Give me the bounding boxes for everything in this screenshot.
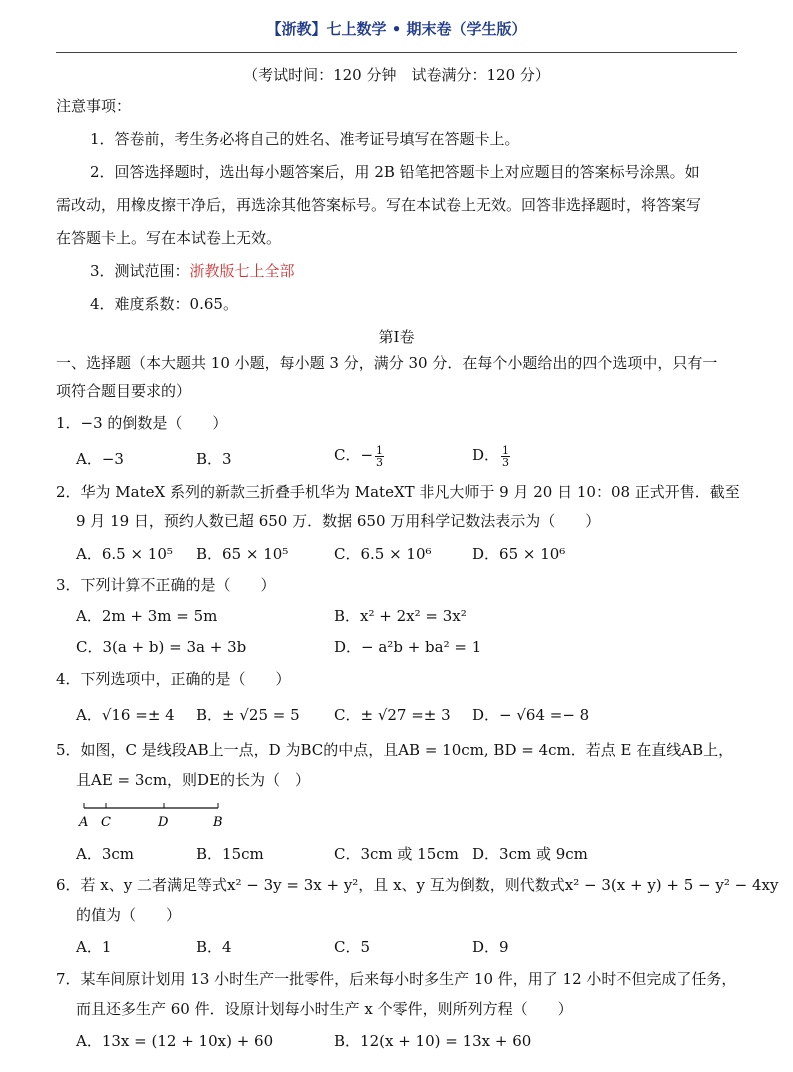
q2-option-c: C．6.5 × 10⁶ [334,545,432,563]
q5-stem-line-2: 且AE = 3cm，则DE的长为（ ） [76,771,311,789]
q3-option-c: C．3(a + b) = 3a + 3b [76,638,247,656]
q5-option-b: B．15cm [196,845,264,863]
notes-title: 注意事项： [56,97,132,115]
q6-stem-line-1: 6．若 x、y 二者满足等式x² − 3y = 3x + y²，且 x、y 互为倒数，则代数式x² − 3(x + y) + 5 − y² − 4xy [56,876,779,894]
note-3-label: 3．测试范围： [90,262,190,280]
q2-stem-line-1: 2．华为 MateX 系列的新款三折叠手机华为 MateXT 非凡大师于 9 月 20 日 10：08 正式开售．截至 [56,483,740,501]
q2-stem-line-2: 9 月 19 日，预约人数已超 650 万．数据 650 万用科学记数法表示为（ ） [76,512,601,530]
q6-option-c: C．5 [334,938,371,956]
q1-stem: 1．−3 的倒数是（ ） [56,414,228,432]
q5-stem-line-1: 5．如图，C 是线段AB上一点，D 为BC的中点，且AB = 10cm, BD = 4cm．若点 E 在直线AB上， [56,741,734,759]
q1-option-c [334,444,386,468]
line-segment-figure [76,800,236,832]
q6-option-a: A．1 [76,938,112,956]
q2-option-a: A．6.5 × 10⁵ [76,545,173,563]
volume-title: 第Ⅰ卷 [378,328,415,346]
fraction-denominator: 3 [502,455,510,469]
test-scope: 浙教版七上全部 [189,262,295,280]
note-2-line-2: 需改动，用橡皮擦干净后，再选涂其他答案标号。写在本试卷上无效。回答非选择题时，将答案写 [56,196,702,214]
point-label-c: C [101,815,111,830]
note-1: 1．答卷前，考生务必将自己的姓名、准考证号填写在答题卡上。 [90,130,520,148]
point-label-a: A [79,815,89,830]
section-title-line-2: 项符合题目要求的） [56,382,192,400]
header-divider [56,52,737,53]
q2-option-d: D．65 × 10⁶ [472,545,566,563]
q3-option-b: B．x² + 2x² = 3x² [334,607,467,625]
point-label-d: D [158,815,169,830]
q2-option-b: B．65 × 10⁵ [196,545,289,563]
q6-option-d: D．9 [472,938,509,956]
q5-option-a: A．3cm [76,845,135,863]
q7-stem-line-2: 而且还多生产 60 件．设原计划每小时生产 x 个零件，则所列方程（ ） [76,1000,573,1018]
q6-option-b: B．4 [196,938,232,956]
fraction-numerator: 1 [376,443,384,457]
q1-option-c-fraction [375,445,384,468]
q1-option-a: A．−3 [76,450,124,468]
q3-option-d: D．− a²b + ba² = 1 [334,638,482,656]
fraction-denominator: 3 [376,455,384,469]
exam-info: （考试时间：120 分钟 试卷满分：120 分） [243,66,550,84]
section-title-line-1: 一、选择题（本大题共 10 小题，每小题 3 分，满分 30 分．在每个小题给出的四个选项中，只有一 [56,354,718,372]
fraction-numerator: 1 [502,443,510,457]
q7-option-b: B．12(x + 10) = 13x + 60 [334,1032,532,1050]
q1-option-c-prefix: C．− [334,446,374,464]
q7-stem-line-1: 7．某车间原计划用 13 小时生产一批零件，后来每小时多生产 10 件，用了 12 小时不但完成了任务， [56,970,737,988]
q5-option-c: C．3cm 或 15cm [334,845,459,863]
header-title: 【浙教】七上数学 • 期末卷（学生版） [266,20,527,38]
note-4: 4．难度系数：0.65。 [90,295,238,313]
q7-option-a: A．13x = (12 + 10x) + 60 [76,1032,274,1050]
q4-option-d: D．− √64 =− 8 [472,706,590,724]
q1-option-d-prefix: D． [472,446,500,464]
q4-stem: 4．下列选项中，正确的是（ ） [56,670,291,688]
note-3 [90,260,295,282]
note-2-line-3: 在答题卡上。写在本试卷上无效。 [56,229,282,247]
q1-option-b: B．3 [196,450,232,468]
note-2-line-1: 2．回答选择题时，选出每小题答案后，用 2B 铅笔把答题卡上对应题目的答案标号涂黑。如 [90,163,700,181]
q1-option-d [472,444,512,468]
q4-option-a: A．√16 =± 4 [76,706,175,724]
q3-stem: 3．下列计算不正确的是（ ） [56,576,276,594]
q3-option-a: A．2m + 3m = 5m [76,607,218,625]
q6-stem-line-2: 的值为（ ） [76,906,182,924]
point-label-b: B [213,815,223,830]
q4-option-c: C．± √27 =± 3 [334,706,451,724]
q4-option-b: B．± √25 = 5 [196,706,300,724]
q5-option-d: D．3cm 或 9cm [472,845,588,863]
q1-option-d-fraction [501,445,510,468]
